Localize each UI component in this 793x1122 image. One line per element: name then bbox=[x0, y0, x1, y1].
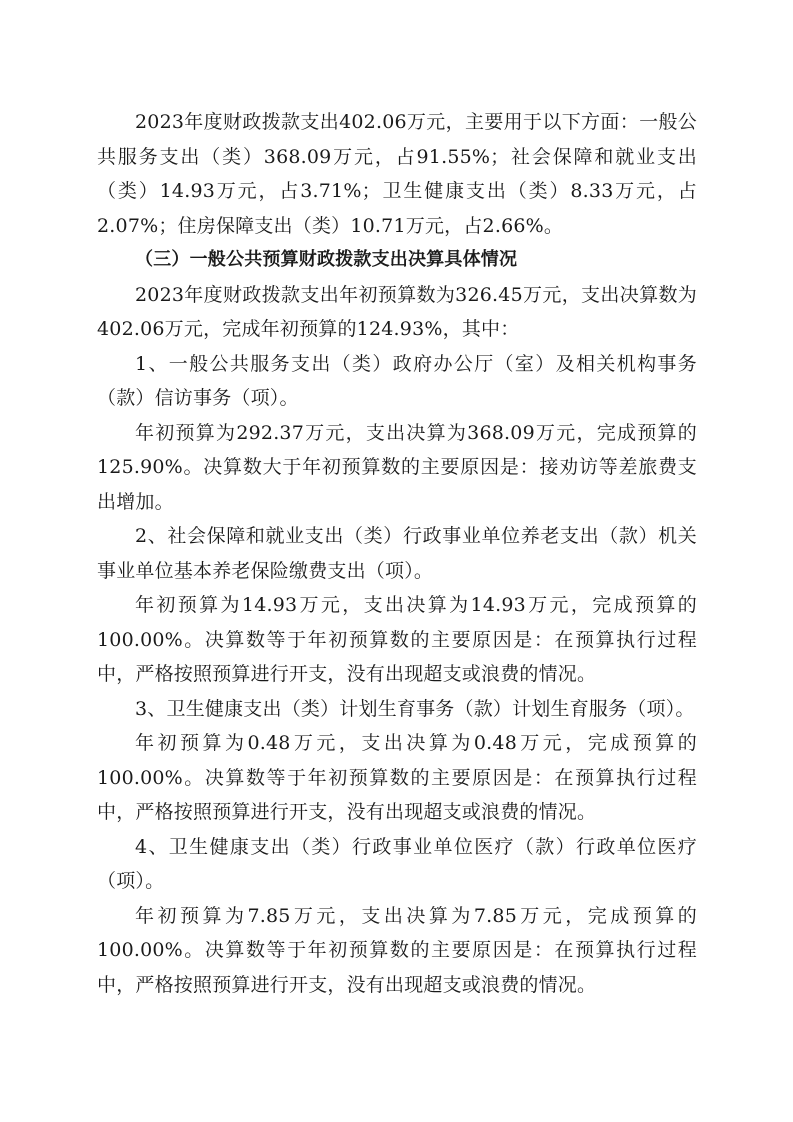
paragraph-item-4-detail: 年初预算为7.85万元，支出决算为7.85万元，完成预算的100.00%。决算数等于年初预算数的主要原因是：在预算执行过程中，严格按照预算进行开支，没有出现超支或浪费的情况。 bbox=[97, 904, 697, 996]
paragraph-item-2-detail: 年初预算为14.93万元，支出决算为14.93万元，完成预算的100.00%。决算数等于年初预算数的主要原因是：在预算执行过程中，严格按照预算进行开支，没有出现超支或浪费的情况。 bbox=[97, 594, 697, 685]
paragraph-item-3-detail: 年初预算为0.48万元，支出决算为0.48万元，完成预算的100.00%。决算数等于年初预算数的主要原因是：在预算执行过程中，严格按照预算进行开支，没有出现超支或浪费的情况。 bbox=[97, 732, 697, 823]
paragraph-item-4-title: 4、卫生健康支出（类）行政事业单位医疗（款）行政单位医疗（项）。 bbox=[97, 835, 697, 892]
paragraph-item-1-title: 1、一般公共服务支出（类）政府办公厅（室）及相关机构事务（款）信访事务（项）。 bbox=[97, 352, 697, 409]
paragraph-budget-overview: 2023年度财政拨款支出年初预算数为326.45万元，支出决算数为402.06万元，完成年初预算的124.93%，其中： bbox=[97, 283, 697, 340]
section-heading: （三）一般公共预算财政拨款支出决算具体情况 bbox=[135, 249, 518, 270]
document-body bbox=[97, 105, 697, 1002]
paragraph-item-2-title: 2、社会保障和就业支出（类）行政事业单位养老支出（款）机关事业单位基本养老保险缴费支出（项）。 bbox=[97, 525, 697, 582]
paragraph-item-1-detail: 年初预算为292.37万元，支出决算为368.09万元，完成预算的125.90%。决算数大于年初预算数的主要原因是：接劝访等差旅费支出增加。 bbox=[97, 421, 697, 513]
paragraph-expenditure-summary: 2023年度财政拨款支出402.06万元，主要用于以下方面：一般公共服务支出（类）368.09万元，占91.55%；社会保障和就业支出（类）14.93万元，占3.71%；卫生健康支出（类）8.33万元，占2.07%；住房保障支出（类）10.71万元，占2.66%。 bbox=[97, 111, 697, 237]
paragraph-item-3-title: 3、卫生健康支出（类）计划生育事务（款）计划生育服务（项）。 bbox=[135, 697, 695, 720]
